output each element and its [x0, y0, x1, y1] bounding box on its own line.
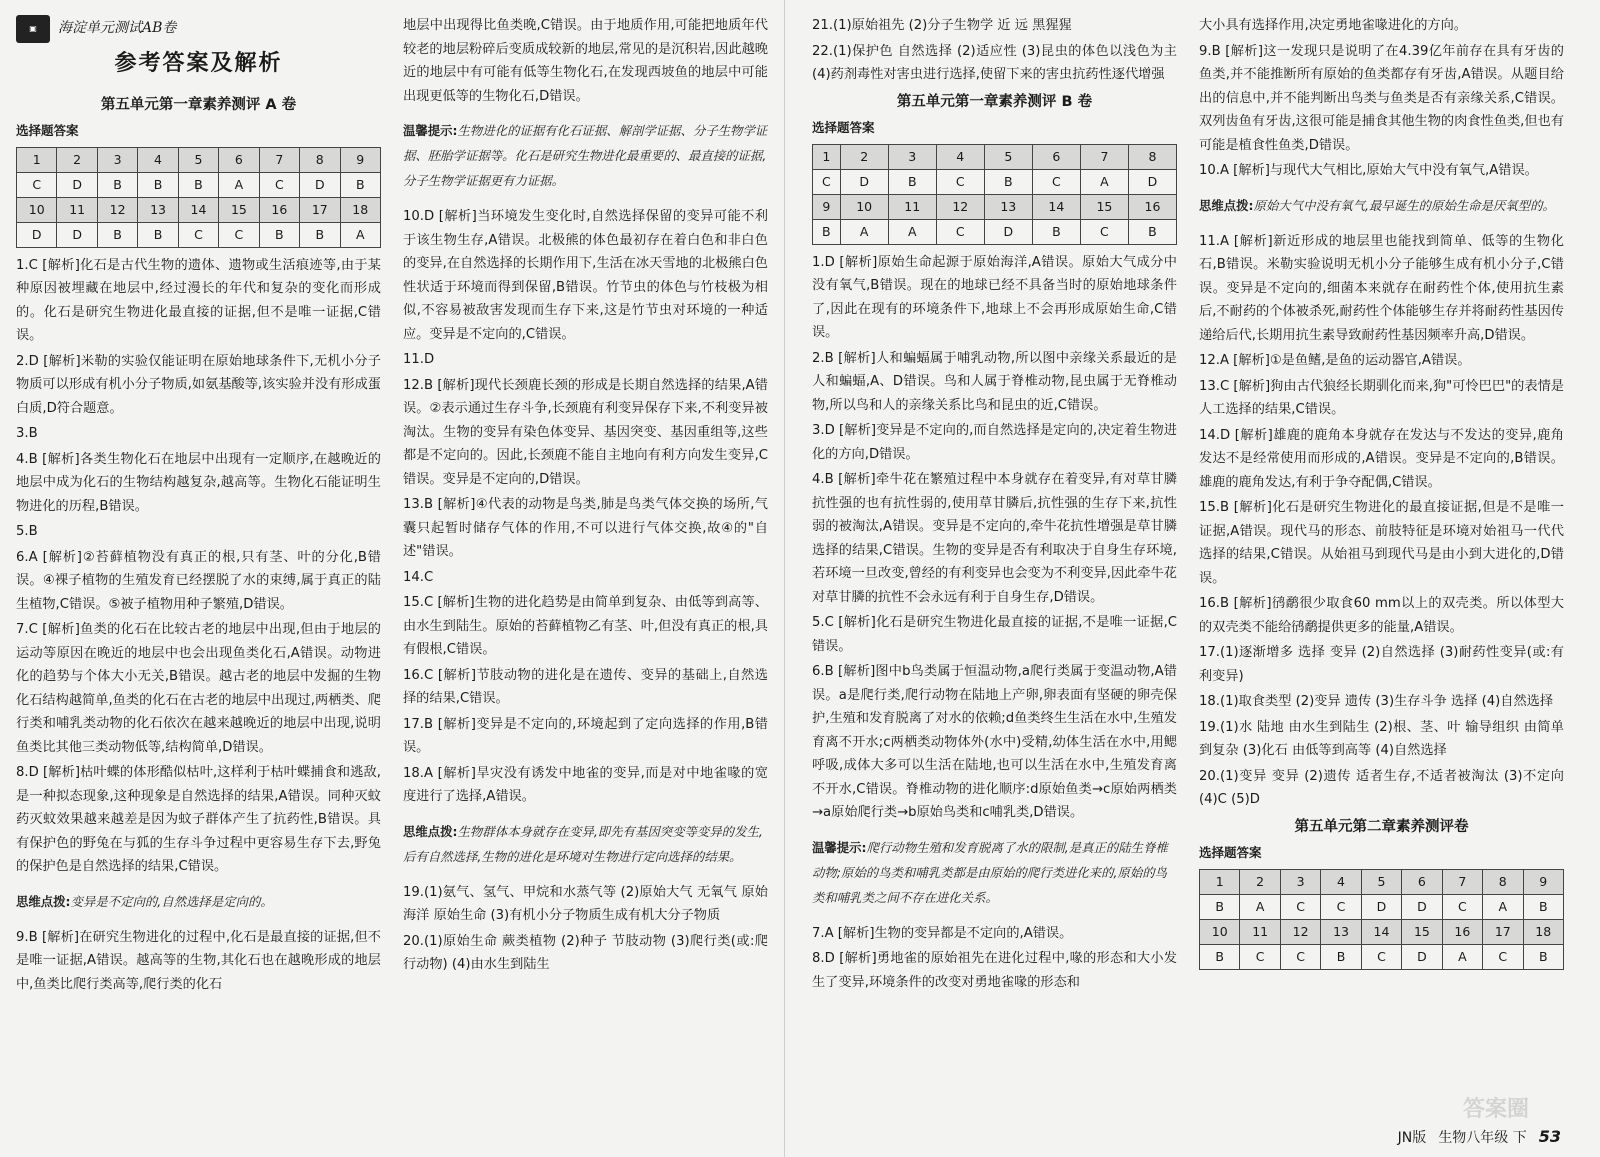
tip-note: 温馨提示:生物进化的证据有化石证据、解剖学证据、分子生物学证据、胚胎学证据等。化石是研究生物进化最重要的、最直接的证据,分子生物学证据更有力证据。 — [403, 123, 768, 188]
list-item: 8.D [解析]勇地雀的原始祖先在进化过程中,喙的形态和大小发生了变异,环境条件的改变对勇地雀喙的形态和 — [812, 951, 1177, 990]
table-cell: 2 — [57, 147, 97, 172]
table-cell: B — [984, 169, 1032, 194]
table-cell: 8 — [1483, 869, 1523, 894]
list-item: 5.C [解析]化石是研究生物进化最直接的证据,不是唯一证据,C错误。 — [812, 615, 1177, 654]
table-cell: 13 — [1321, 919, 1361, 944]
list-item: 14.D [解析]雄鹿的鹿角本身就存在发达与不发达的变异,鹿角发达不是经常使用而形成的,A错误。变异是不定向的,B错误。雄鹿的鹿角发达,有利于争夺配偶,C错误。 — [1199, 427, 1564, 490]
table-cell: 10 — [840, 194, 888, 219]
list-item: 9.B [解析]在研究生物进化的过程中,化石是最直接的证据,但不是唯一证据,A错误。越高等的生物,其化石也在越晚形成的地层中,鱼类比爬行类高等,爬行类的化石 — [16, 929, 381, 992]
table-cell: 16 — [1128, 194, 1176, 219]
table-cell: 14 — [178, 197, 218, 222]
table-cell: 10 — [1200, 919, 1240, 944]
book-logo-icon: ▣ — [16, 15, 50, 43]
table-cell: A — [1240, 894, 1280, 919]
list-item: 20.(1)变异 变异 (2)遗传 适者生存,不适者被淘汰 (3)不定向 (4)C (5)D — [1199, 768, 1564, 807]
section-c-title: 第五单元第二章素养测评卷 — [1294, 818, 1469, 835]
table-cell: C — [813, 169, 841, 194]
table-cell: 5 — [1361, 869, 1401, 894]
table-cell: B — [1523, 894, 1564, 919]
answer-table-c — [1199, 869, 1564, 970]
page-title: 参考答案及解析 — [114, 50, 283, 76]
table-cell: 17 — [1483, 919, 1523, 944]
list-item: 12.B [解析]现代长颈鹿长颈的形成是长期自然选择的结果,A错误。②表示通过生存斗争,长颈鹿有利变异保存下来,不利变异被淘汰。生物的变异有染色体变异、基因突变、基因重组等,这些都是不定向的。因此,长颈鹿不能自主地向有利方向发生变异,C错误。变异是不定向的,D错误。 — [403, 377, 768, 487]
table-cell: D — [840, 169, 888, 194]
left-page — [0, 0, 785, 1157]
table-cell: 9 — [813, 194, 841, 219]
table-cell: A — [1442, 944, 1482, 969]
column-4-items — [1199, 40, 1564, 183]
right-page — [796, 0, 1581, 1157]
list-item: 11.A [解析]新近形成的地层里也能找到简单、低等的生物化石,B错误。米勒实验说明无机小分子能够生成有机小分子,C错误。变异是不定向的,细菌本来就存在耐药性个体,使用抗生素后,不耐药的个体被杀死,耐药性个体能够生存并将耐药性基因传递给后代,长期用抗生素导致耐药性基因频率升高,D错误。 — [1199, 233, 1564, 343]
table-cell: 5 — [178, 147, 218, 172]
table-row — [1200, 919, 1564, 944]
list-item: 22.(1)保护色 自然选择 (2)适应性 (3)昆虫的体色以浅色为主 (4)药剂毒性对害虫进行选择,使留下来的害虫抗药性逐代增强 — [812, 43, 1177, 82]
table-cell: B — [1128, 219, 1176, 244]
table-cell: 5 — [984, 144, 1032, 169]
table-row — [813, 144, 1177, 169]
list-item: 11.D — [403, 352, 435, 367]
table-cell: B — [1200, 944, 1240, 969]
table-cell: 17 — [300, 197, 340, 222]
table-cell: C — [1483, 944, 1523, 969]
column-3-head — [812, 14, 1177, 87]
table-cell: 18 — [340, 197, 381, 222]
page-footer — [1398, 1127, 1561, 1147]
table-cell: 11 — [888, 194, 936, 219]
list-item: 3.D [解析]变异是不定向的,而自然选择是定向的,决定着生物进化的方向,D错误。 — [812, 423, 1177, 462]
column-2-tail — [403, 881, 768, 977]
table-cell: B — [300, 222, 340, 247]
column-2-items — [403, 205, 768, 809]
edition-label: JN版 — [1397, 1130, 1427, 1146]
table-cell: 13 — [984, 194, 1032, 219]
table-cell: B — [138, 172, 178, 197]
table-cell: B — [259, 222, 299, 247]
table-cell: 7 — [259, 147, 299, 172]
list-item: 21.(1)原始祖先 (2)分子生物学 近 远 黑猩猩 — [812, 18, 1072, 33]
list-item: 6.B [解析]图中b鸟类属于恒温动物,a爬行类属于变温动物,A错误。a是爬行类,爬行动物在陆地上产卵,卵表面有坚硬的卵壳保护,生殖和发育脱离了对水的依赖;d鱼类终生生活在水中,生殖发育离不开水;c两栖类动物体外(水中)受精,幼体生活在水中,用鳃呼吸,成体大多可以生活在陆地,也可以生活在水中,生殖发育离不开水,C错误。脊椎动物的进化顺序:d原始鱼类→c原始两栖类→a原始爬行类→b原始鸟类和c哺乳类,D错误。 — [812, 664, 1177, 820]
list-item: 7.C [解析]鱼类的化石在比较古老的地层中出现,但由于地层的运动等原因在晚近的地层中也会出现鱼类化石,A错误。动物进化的趋势与个体大小无关,B错误。越古老的地层中发掘的生物化石结构越简单,鱼类的化石在古老的地层中出现过,两栖类、爬行类和哺乳类动物的化石依次在越来越晚近的地层中出现,说明鱼类比其他三类动物低等,结构简单,D错误。 — [16, 622, 381, 755]
table-row — [1200, 944, 1564, 969]
table-cell: 11 — [1240, 919, 1280, 944]
table-cell: 3 — [1280, 869, 1320, 894]
table-cell: 6 — [1032, 144, 1080, 169]
list-item: 13.B [解析]④代表的动物是鸟类,肺是鸟类气体交换的场所,气囊只起暂时储存气体的作用,不可以进行气体交换,故④的"自述"错误。 — [403, 497, 768, 559]
column-3 — [812, 14, 1177, 1157]
header-logo — [16, 14, 381, 44]
column-1 — [16, 14, 381, 1157]
tip-note: 思维点拨:原始大气中没有氧气,最早诞生的原始生命是厌氧型的。 — [1199, 197, 1555, 213]
table-cell: 18 — [1523, 919, 1564, 944]
table-cell: 4 — [138, 147, 178, 172]
table-cell: 12 — [936, 194, 984, 219]
table-cell: 11 — [57, 197, 97, 222]
section-a-label: 选择题答案 — [16, 123, 79, 138]
table-cell: 12 — [97, 197, 137, 222]
list-item: 16.B [解析]鸻鹬很少取食60 mm以上的双壳类。所以体型大的双壳类不能给鸻鹬提供更多的能量,A错误。 — [1199, 596, 1564, 635]
table-cell: 1 — [813, 144, 841, 169]
table-cell: A — [1080, 169, 1128, 194]
table-cell: B — [888, 169, 936, 194]
table-cell: 8 — [300, 147, 340, 172]
table-cell: 14 — [1032, 194, 1080, 219]
answer-table-a — [16, 147, 381, 248]
table-row — [17, 147, 381, 172]
list-item: 9.B [解析]这一发现只是说明了在4.39亿年前存在具有牙齿的鱼类,并不能推断所有原始的鱼类都存有牙齿,A错误。从题目给出的信息中,并不能判断出鸟类与鱼类是否有亲缘关系,C错误。双列齿鱼有牙齿,这很可能是捕食其他生物的肉食性鱼类,但也有可能是植食性鱼类,D错误。 — [1199, 43, 1564, 153]
column-3-tail — [812, 922, 1177, 995]
table-cell: C — [1240, 944, 1280, 969]
table-cell: 10 — [17, 197, 57, 222]
table-cell: B — [138, 222, 178, 247]
section-c-label: 选择题答案 — [1199, 845, 1262, 860]
table-cell: 14 — [1361, 919, 1401, 944]
table-cell: 1 — [17, 147, 57, 172]
table-cell: D — [17, 222, 57, 247]
table-row — [17, 222, 381, 247]
table-cell: D — [57, 222, 97, 247]
table-cell: B — [1032, 219, 1080, 244]
table-cell: 9 — [1523, 869, 1564, 894]
list-item: 2.D [解析]米勒的实验仅能证明在原始地球条件下,无机小分子物质可以形成有机小分子物质,如氨基酸等,该实验并没有形成蛋白质,D符合题意。 — [16, 353, 381, 416]
table-cell: 16 — [1442, 919, 1482, 944]
list-item: 19.(1)氨气、氢气、甲烷和水蒸气等 (2)原始大气 无氧气 原始海洋 原始生命 (3)有机小分子物质生成有机大分子物质 — [403, 884, 768, 923]
list-item: 10.D [解析]当环境发生变化时,自然选择保留的变异可能不利于该生物生存,A错误。北极熊的体色最初存在着白色和非白色的变异,在自然选择的长期作用下,生活在冰天雪地的北极熊白色性状适于环境而得到保留,B错误。竹节虫的体色与竹枝极为相似,不容易被敌害发现而生存下来,这是竹节虫对环境的一种适应。变异是不定向的,C错误。 — [403, 209, 768, 342]
column-1-items — [16, 254, 381, 879]
section-b-label: 选择题答案 — [812, 120, 875, 135]
column-4-mid — [1199, 230, 1564, 812]
table-cell: 12 — [1280, 919, 1320, 944]
list-item: 3.B — [16, 426, 38, 441]
table-cell: C — [17, 172, 57, 197]
table-cell: B — [1523, 944, 1564, 969]
table-cell: C — [1280, 894, 1320, 919]
list-item: 5.B — [16, 524, 38, 539]
column-2 — [403, 14, 768, 1157]
table-cell: D — [1402, 944, 1442, 969]
table-row — [813, 194, 1177, 219]
table-cell: 6 — [1402, 869, 1442, 894]
table-row — [1200, 894, 1564, 919]
answer-table-b — [812, 144, 1177, 245]
list-item: 7.A [解析]生物的变异都是不定向的,A错误。 — [812, 925, 1073, 941]
watermark: 答案圈 — [1462, 1097, 1529, 1122]
table-cell: B — [813, 219, 841, 244]
table-row — [17, 197, 381, 222]
table-cell: 2 — [840, 144, 888, 169]
table-cell: 4 — [936, 144, 984, 169]
table-cell: 15 — [219, 197, 259, 222]
table-cell: 3 — [888, 144, 936, 169]
list-item: 2.B [解析]人和蝙蝠属于哺乳动物,所以图中亲缘关系最近的是人和蝙蝠,A、D错误。鸟和人属于脊椎动物,昆虫属于无脊椎动物,所以鸟和人的亲缘关系比鸟和昆虫的近,C错误。 — [812, 350, 1177, 413]
list-item: 1.C [解析]化石是古代生物的遗体、遗物或生活痕迹等,由于某种原因被埋藏在地层中,经过漫长的年代和复杂的变化而形成的。化石是研究生物进化最直接的证据,但不是唯一证据,C错误。 — [16, 257, 381, 343]
table-cell: A — [1483, 894, 1523, 919]
table-cell: D — [1128, 169, 1176, 194]
table-cell: C — [1321, 894, 1361, 919]
list-item: 8.D [解析]枯叶蝶的体形酷似枯叶,这样利于枯叶蝶捕食和逃敌,是一种拟态现象,这种现象是自然选择的结果,A错误。同种灭蚊药灭蚊效果越来越差是因为蚊子群体产生了抗药性,B错误。具有保护色的野兔在与狐的生存斗争过程中更容易生存下去,野兔的保护色是自然选择的结果,C错误。 — [16, 765, 381, 874]
list-item: 13.C [解析]狗由古代狼经长期驯化而来,狗"可怜巴巴"的表情是人工选择的结果,C错误。 — [1199, 378, 1564, 417]
table-cell: 13 — [138, 197, 178, 222]
table-cell: C — [1442, 894, 1482, 919]
table-cell: C — [259, 172, 299, 197]
table-cell: C — [178, 222, 218, 247]
table-cell: D — [1361, 894, 1401, 919]
table-cell: D — [300, 172, 340, 197]
list-item: 10.A [解析]与现代大气相比,原始大气中没有氧气,A错误。 — [1199, 163, 1538, 178]
table-cell: 7 — [1442, 869, 1482, 894]
column-4 — [1199, 14, 1564, 1157]
table-cell: B — [178, 172, 218, 197]
table-row — [17, 172, 381, 197]
table-cell: 3 — [97, 147, 137, 172]
list-item: 18.(1)取食类型 (2)变异 遗传 (3)生存斗争 选择 (4)自然选择 — [1199, 694, 1554, 709]
table-cell: B — [97, 172, 137, 197]
table-cell: A — [219, 172, 259, 197]
list-item: 4.B [解析]牵牛花在繁殖过程中本身就存在着变异,有对草甘膦抗性强的也有抗性弱的,使用草甘膦后,抗性强的生存下来,抗性弱的被淘汰,A错误。变异是不定向的,牵牛花抗性增强是草甘膦选择的结果,C错误。生物的变异是否有利取决于自身生存环境,若环境一旦改变,曾经的有利变异也会变为不利变异,因此牵牛花对草甘膦的抗性不会永远有利于自身生存,D错误。 — [812, 472, 1177, 605]
table-row — [813, 219, 1177, 244]
list-item: 16.C [解析]节肢动物的进化是在遗传、变异的基础上,自然选择的结果,C错误。 — [403, 667, 768, 706]
tip-note: 思维点拨:生物群体本身就存在变异,即先有基因突变等变异的发生,后有自然选择,生物的进化是环境对生物进行定向选择的结果。 — [403, 823, 763, 864]
tip-note: 思维点拨:变异是不定向的,自然选择是定向的。 — [16, 893, 273, 909]
list-item: 4.B [解析]各类生物化石在地层中出现有一定顺序,在越晚近的地层中成为化石的生物结构越复杂,越高等。生物化石能证明生物进化的历程,B错误。 — [16, 451, 381, 514]
table-cell: 8 — [1128, 144, 1176, 169]
list-item: 6.A [解析]②苔藓植物没有真正的根,只有茎、叶的分化,B错误。④裸子植物的生殖发育已经摆脱了水的束缚,属于真正的陆生植物,C错误。⑤被子植物用种子繁殖,D错误。 — [16, 549, 381, 612]
section-a-title: 第五单元第一章素养测评 A 卷 — [100, 96, 297, 113]
table-cell: A — [840, 219, 888, 244]
list-item: 14.C — [403, 569, 434, 585]
list-item: 17.(1)逐渐增多 选择 变异 (2)自然选择 (3)耐药性变异(或:有利变异) — [1199, 645, 1564, 684]
table-cell: 1 — [1200, 869, 1240, 894]
table-cell: D — [1402, 894, 1442, 919]
table-cell: 2 — [1240, 869, 1280, 894]
tip-note: 温馨提示:爬行动物生殖和发育脱离了水的限制,是真正的陆生脊椎动物;原始的鸟类和哺乳类都是由原始的爬行类进化来的,原始的鸟类和哺乳类之间不存在进化关系。 — [812, 839, 1168, 905]
table-cell: B — [97, 222, 137, 247]
table-cell: C — [219, 222, 259, 247]
table-cell: D — [984, 219, 1032, 244]
list-item: 大小具有选择作用,决定勇地雀喙进化的方向。 — [1199, 18, 1467, 33]
table-cell: C — [1032, 169, 1080, 194]
list-item: 20.(1)原始生命 蕨类植物 (2)种子 节肢动物 (3)爬行类(或:爬行动物) (4)由水生到陆生 — [403, 933, 768, 972]
table-cell: 6 — [219, 147, 259, 172]
table-cell: B — [1321, 944, 1361, 969]
list-item: 12.A [解析]①是鱼鳍,是鱼的运动器官,A错误。 — [1199, 353, 1471, 368]
table-cell: C — [1280, 944, 1320, 969]
logo-text: 海淀单元测试AB卷 — [58, 20, 177, 37]
page-number: 53 — [1538, 1127, 1561, 1146]
table-cell: 15 — [1402, 919, 1442, 944]
table-row — [1200, 869, 1564, 894]
table-cell: C — [936, 169, 984, 194]
list-item: 17.B [解析]变异是不定向的,环境起到了定向选择的作用,B错误。 — [403, 716, 768, 755]
list-item: 15.C [解析]生物的进化趋势是由简单到复杂、由低等到高等、由水生到陆生。原始的苔藓植物乙有茎、叶,但没有真正的根,具有假根,C错误。 — [403, 595, 768, 657]
section-b-title: 第五单元第一章素养测评 B 卷 — [896, 93, 1093, 110]
table-cell: 15 — [1080, 194, 1128, 219]
list-item: 地层中出现得比鱼类晚,C错误。由于地质作用,可能把地质年代较老的地层粉碎后变质成较新的地层,常见的是沉积岩,因此越晚近的地层中有可能有低等生物化石,在发现西坡鱼的地层中可能出现更低等的生物化石,D错误。 — [403, 18, 768, 104]
list-item: 19.(1)水 陆地 由水生到陆生 (2)根、茎、叶 输导组织 由简单到复杂 (3)化石 由低等到高等 (4)自然选择 — [1199, 719, 1564, 758]
table-cell: 4 — [1321, 869, 1361, 894]
subject-label: 生物八年级 下 — [1438, 1130, 1527, 1146]
table-cell: A — [340, 222, 381, 247]
table-row — [813, 169, 1177, 194]
table-cell: B — [340, 172, 381, 197]
table-cell: A — [888, 219, 936, 244]
list-item: 18.A [解析]旱灾没有诱发中地雀的变异,而是对中地雀喙的宽度进行了选择,A错误。 — [403, 765, 768, 804]
column-3-items — [812, 251, 1177, 825]
table-cell: C — [1361, 944, 1401, 969]
table-cell: 9 — [340, 147, 381, 172]
table-cell: 7 — [1080, 144, 1128, 169]
list-item: 15.B [解析]化石是研究生物进化的最直接证据,但是不是唯一证据,A错误。现代马的形态、前肢特征是环境对始祖马一代代选择的结果,C错误。从始祖马到现代马是由小到大进化的,D错误。 — [1199, 500, 1564, 586]
table-cell: B — [1200, 894, 1240, 919]
table-cell: C — [936, 219, 984, 244]
list-item: 1.D [解析]原始生命起源于原始海洋,A错误。原始大气成分中没有氧气,B错误。现在的地球已经不具备当时的原始地球条件了,因此在现有的环境条件下,地球上不会再形成原始生命,C错误。 — [812, 254, 1177, 340]
table-cell: D — [57, 172, 97, 197]
table-cell: C — [1080, 219, 1128, 244]
table-cell: 16 — [259, 197, 299, 222]
